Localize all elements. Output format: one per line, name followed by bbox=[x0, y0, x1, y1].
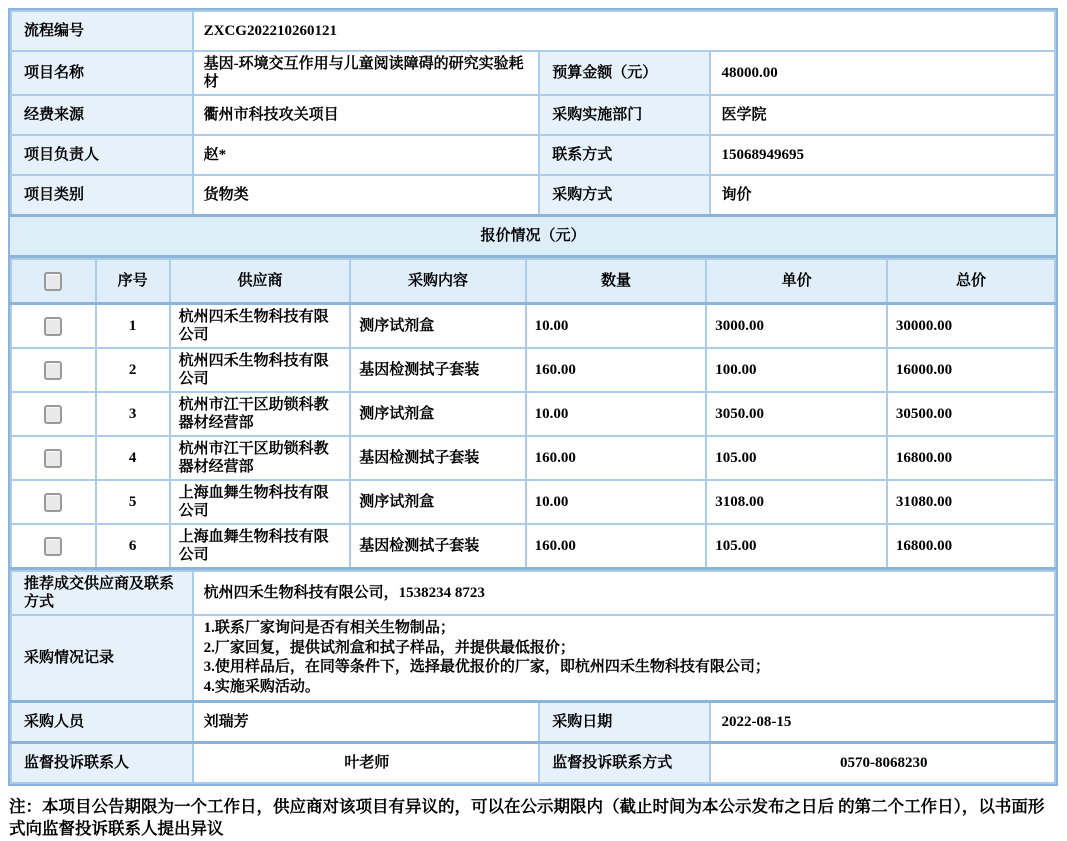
row-checkbox[interactable] bbox=[44, 537, 62, 556]
table-row bbox=[11, 702, 1055, 743]
supplier-cell: 杭州市江干区助锁科教器材经营部 bbox=[170, 392, 351, 436]
row-checkbox[interactable] bbox=[44, 361, 62, 380]
recommended-supplier-value: 杭州四禾生物科技有限公司，1538234 8723 bbox=[193, 571, 1055, 615]
row-no: 4 bbox=[96, 436, 170, 480]
row-no: 3 bbox=[96, 392, 170, 436]
contact-value: 15068949695 bbox=[710, 135, 1055, 175]
quote-row bbox=[11, 392, 1055, 436]
quote-row bbox=[11, 304, 1055, 349]
qty-cell: 160.00 bbox=[526, 348, 707, 392]
unit-price-cell: 3000.00 bbox=[706, 304, 887, 349]
supplier-cell: 杭州四禾生物科技有限公司 bbox=[170, 348, 351, 392]
supervise-contact-value: 叶老师 bbox=[193, 743, 540, 784]
total-cell: 31080.00 bbox=[887, 480, 1055, 524]
table-row bbox=[11, 95, 1055, 135]
quote-table bbox=[10, 258, 1056, 570]
row-no: 6 bbox=[96, 524, 170, 569]
fund-source-label: 经费来源 bbox=[11, 95, 193, 135]
qty-cell: 10.00 bbox=[526, 480, 707, 524]
process-no-value: ZXCG202210260121 bbox=[193, 11, 1055, 51]
quote-row bbox=[11, 480, 1055, 524]
quote-section-title: 报价情况（元） bbox=[10, 217, 1056, 258]
row-checkbox[interactable] bbox=[44, 405, 62, 424]
total-cell: 16000.00 bbox=[887, 348, 1055, 392]
procurement-form bbox=[8, 8, 1058, 786]
supplier-cell: 杭州四禾生物科技有限公司 bbox=[170, 304, 351, 349]
process-no-label: 流程编号 bbox=[11, 11, 193, 51]
select-all-checkbox[interactable] bbox=[44, 272, 62, 291]
qty-cell: 10.00 bbox=[526, 304, 707, 349]
buyer-label: 采购人员 bbox=[11, 702, 193, 743]
record-line: 4.实施采购活动。 bbox=[203, 678, 320, 695]
row-checkbox[interactable] bbox=[44, 493, 62, 512]
project-info-table bbox=[10, 10, 1056, 217]
table-row bbox=[11, 51, 1055, 95]
quote-row bbox=[11, 348, 1055, 392]
col-header-total: 总价 bbox=[887, 259, 1055, 304]
purchase-method-label: 采购方式 bbox=[539, 175, 710, 216]
project-name-label: 项目名称 bbox=[11, 51, 193, 95]
unit-price-cell: 105.00 bbox=[706, 436, 887, 480]
table-row bbox=[11, 175, 1055, 216]
content-cell: 基因检测拭子套装 bbox=[350, 348, 525, 392]
record-line: 3.使用样品后，在同等条件下，选择最优报价的厂家，即杭州四禾生物科技有限公司； bbox=[203, 659, 770, 675]
supplier-cell: 杭州市江干区助锁科教器材经营部 bbox=[170, 436, 351, 480]
row-checkbox[interactable] bbox=[44, 449, 62, 468]
supervise-phone-label: 监督投诉联系方式 bbox=[539, 743, 710, 784]
content-cell: 测序试剂盒 bbox=[350, 392, 525, 436]
content-cell: 基因检测拭子套装 bbox=[350, 524, 525, 569]
total-cell: 30000.00 bbox=[887, 304, 1055, 349]
content-cell: 基因检测拭子套装 bbox=[350, 436, 525, 480]
purchase-date-label: 采购日期 bbox=[539, 702, 710, 743]
summary-table bbox=[10, 570, 1056, 784]
project-leader-value: 赵* bbox=[193, 135, 540, 175]
purchase-dept-value: 医学院 bbox=[710, 95, 1055, 135]
project-name-value: 基因-环境交互作用与儿童阅读障碍的研究实验耗材 bbox=[193, 51, 540, 95]
record-line: 1.联系厂家询问是否有相关生物制品； bbox=[203, 620, 455, 636]
quote-row bbox=[11, 524, 1055, 569]
supervise-phone-value: 0570-8068230 bbox=[710, 743, 1055, 784]
qty-cell: 160.00 bbox=[526, 524, 707, 569]
fund-source-value: 衢州市科技攻关项目 bbox=[193, 95, 540, 135]
unit-price-cell: 105.00 bbox=[706, 524, 887, 569]
project-leader-label: 项目负责人 bbox=[11, 135, 193, 175]
announcement-note: 注：本项目公告期限为一个工作日，供应商对该项目有异议的，可以在公示期限内（截止时间为本公示发布之日后 的第二个工作日），以书面形式向监督投诉联系人提出异议 bbox=[9, 797, 1045, 839]
unit-price-cell: 3108.00 bbox=[706, 480, 887, 524]
col-header-no: 序号 bbox=[96, 259, 170, 304]
table-row bbox=[11, 11, 1055, 51]
budget-value: 48000.00 bbox=[710, 51, 1055, 95]
project-type-label: 项目类别 bbox=[11, 175, 193, 216]
row-no: 1 bbox=[96, 304, 170, 349]
purchase-dept-label: 采购实施部门 bbox=[539, 95, 710, 135]
table-row bbox=[11, 615, 1055, 702]
budget-label: 预算金额（元） bbox=[539, 51, 710, 95]
buyer-value: 刘瑞芳 bbox=[193, 702, 540, 743]
supplier-cell: 上海血舞生物科技有限公司 bbox=[170, 524, 351, 569]
qty-cell: 160.00 bbox=[526, 436, 707, 480]
contact-label: 联系方式 bbox=[539, 135, 710, 175]
quote-header-row bbox=[11, 259, 1055, 304]
qty-cell: 10.00 bbox=[526, 392, 707, 436]
unit-price-cell: 3050.00 bbox=[706, 392, 887, 436]
content-cell: 测序试剂盒 bbox=[350, 304, 525, 349]
unit-price-cell: 100.00 bbox=[706, 348, 887, 392]
table-row bbox=[11, 135, 1055, 175]
col-header-content: 采购内容 bbox=[350, 259, 525, 304]
record-line: 2.厂家回复，提供试剂盒和拭子样品，并提供最低报价； bbox=[203, 639, 575, 656]
purchase-record-label: 采购情况记录 bbox=[11, 615, 193, 702]
supervise-contact-label: 监督投诉联系人 bbox=[11, 743, 193, 784]
recommended-supplier-label: 推荐成交供应商及联系方式 bbox=[11, 571, 193, 615]
row-checkbox[interactable] bbox=[44, 317, 62, 336]
col-header-qty: 数量 bbox=[526, 259, 707, 304]
col-header-supplier: 供应商 bbox=[170, 259, 351, 304]
row-no: 2 bbox=[96, 348, 170, 392]
col-header-unit-price: 单价 bbox=[706, 259, 887, 304]
purchase-date-value: 2022-08-15 bbox=[710, 702, 1055, 743]
quote-row bbox=[11, 436, 1055, 480]
project-type-value: 货物类 bbox=[193, 175, 540, 216]
purchase-record-value bbox=[193, 615, 1055, 702]
total-cell: 30500.00 bbox=[887, 392, 1055, 436]
total-cell: 16800.00 bbox=[887, 436, 1055, 480]
row-no: 5 bbox=[96, 480, 170, 524]
table-row bbox=[11, 571, 1055, 615]
supplier-cell: 上海血舞生物科技有限公司 bbox=[170, 480, 351, 524]
table-row bbox=[11, 743, 1055, 784]
total-cell: 16800.00 bbox=[887, 524, 1055, 569]
purchase-method-value: 询价 bbox=[710, 175, 1055, 216]
content-cell: 测序试剂盒 bbox=[350, 480, 525, 524]
